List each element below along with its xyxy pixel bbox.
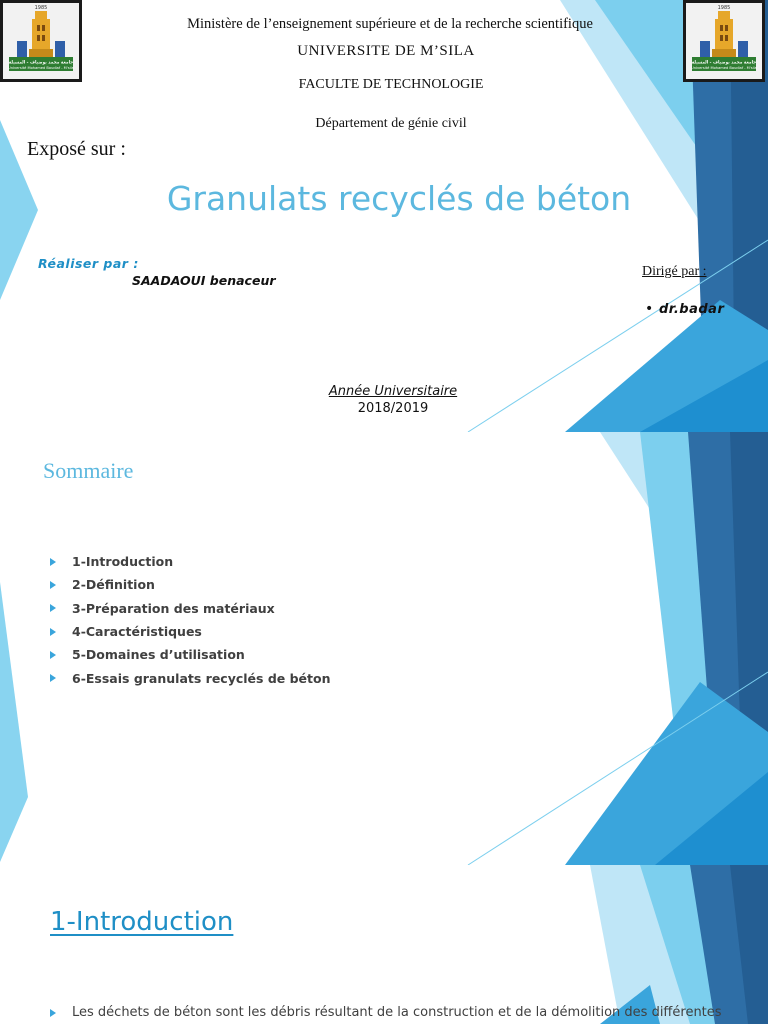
toc-item: [48, 620, 330, 643]
triangle-bullet-icon: [50, 581, 56, 589]
cover-slide: [0, 0, 768, 432]
toc-item: [48, 643, 330, 666]
toc-item: [48, 550, 330, 573]
introduction-heading: 1-Introduction: [50, 907, 234, 937]
introduction-slide: [0, 865, 768, 1024]
toc-item: [48, 573, 330, 596]
university-logo-right: [683, 0, 765, 82]
introduction-paragraph-row: [48, 1005, 722, 1020]
triangle-bullet-icon: [50, 1009, 56, 1017]
toc-item-label: 1-Introduction: [72, 554, 174, 570]
university-logo-emblem: [686, 3, 762, 79]
logo-year: 1985: [34, 5, 48, 11]
ministry-line: Ministère de l’enseignement supérieure et de la recherche scientifique: [187, 16, 593, 32]
sommaire-heading: Sommaire: [43, 458, 134, 483]
logo-french-name: Université Mohamed Boudiaf - M'sila: [8, 66, 74, 70]
presentation-title: Granulats recyclés de béton: [166, 179, 632, 218]
dirige-label: Dirigé par :: [642, 264, 707, 279]
logo-arabic-name: جامعة محمد بوضياف - المسيلة: [691, 60, 757, 66]
toc-item: [48, 597, 330, 620]
department-name: Département de génie civil: [315, 116, 467, 131]
supervisor-name: dr.badar: [659, 302, 725, 317]
bullet-dot: •: [645, 301, 654, 317]
toc-item-label: 4-Caractéristiques: [72, 624, 202, 640]
toc-item-label: 3-Préparation des matériaux: [72, 600, 275, 616]
triangle-bullet-icon: [50, 558, 56, 566]
logo-year: 1985: [717, 5, 731, 11]
faculty-name: FACULTE DE TECHNOLOGIE: [298, 77, 484, 92]
triangle-bullet-icon: [50, 628, 56, 636]
table-of-contents: [48, 550, 330, 690]
supervisor-row: [645, 301, 724, 317]
logo-french-name: Université Mohamed Boudiaf - M'sila: [691, 66, 757, 70]
logo-arabic-name: جامعة محمد بوضياف - المسيلة: [8, 60, 74, 66]
university-logo-emblem: [3, 3, 79, 79]
toc-item-label: 2-Définition: [72, 577, 155, 593]
expose-label: Exposé sur :: [27, 138, 126, 160]
author-name: SAADAOUI benaceur: [132, 273, 276, 288]
toc-item: [48, 666, 330, 689]
realiser-label: Réaliser par :: [38, 256, 139, 271]
left-triangle-shape: [0, 582, 28, 862]
academic-year-label: Année Universitaire: [328, 384, 458, 399]
triangle-bullet-icon: [50, 604, 56, 612]
introduction-paragraph: Les déchets de béton sont les débris résultant de la construction et de la démolition des différentes: [72, 1005, 722, 1020]
sommaire-slide: [0, 432, 768, 865]
decorative-background-shapes: [0, 865, 768, 1024]
university-name: UNIVERSITE DE M’SILA: [297, 43, 475, 59]
triangle-bullet-icon: [50, 674, 56, 682]
academic-year: 2018/2019: [357, 401, 429, 416]
triangle-bullet-icon: [50, 651, 56, 659]
university-logo-left: [0, 0, 82, 82]
toc-item-label: 6-Essais granulats recyclés de béton: [72, 670, 331, 686]
toc-item-label: 5-Domaines d’utilisation: [72, 647, 245, 663]
